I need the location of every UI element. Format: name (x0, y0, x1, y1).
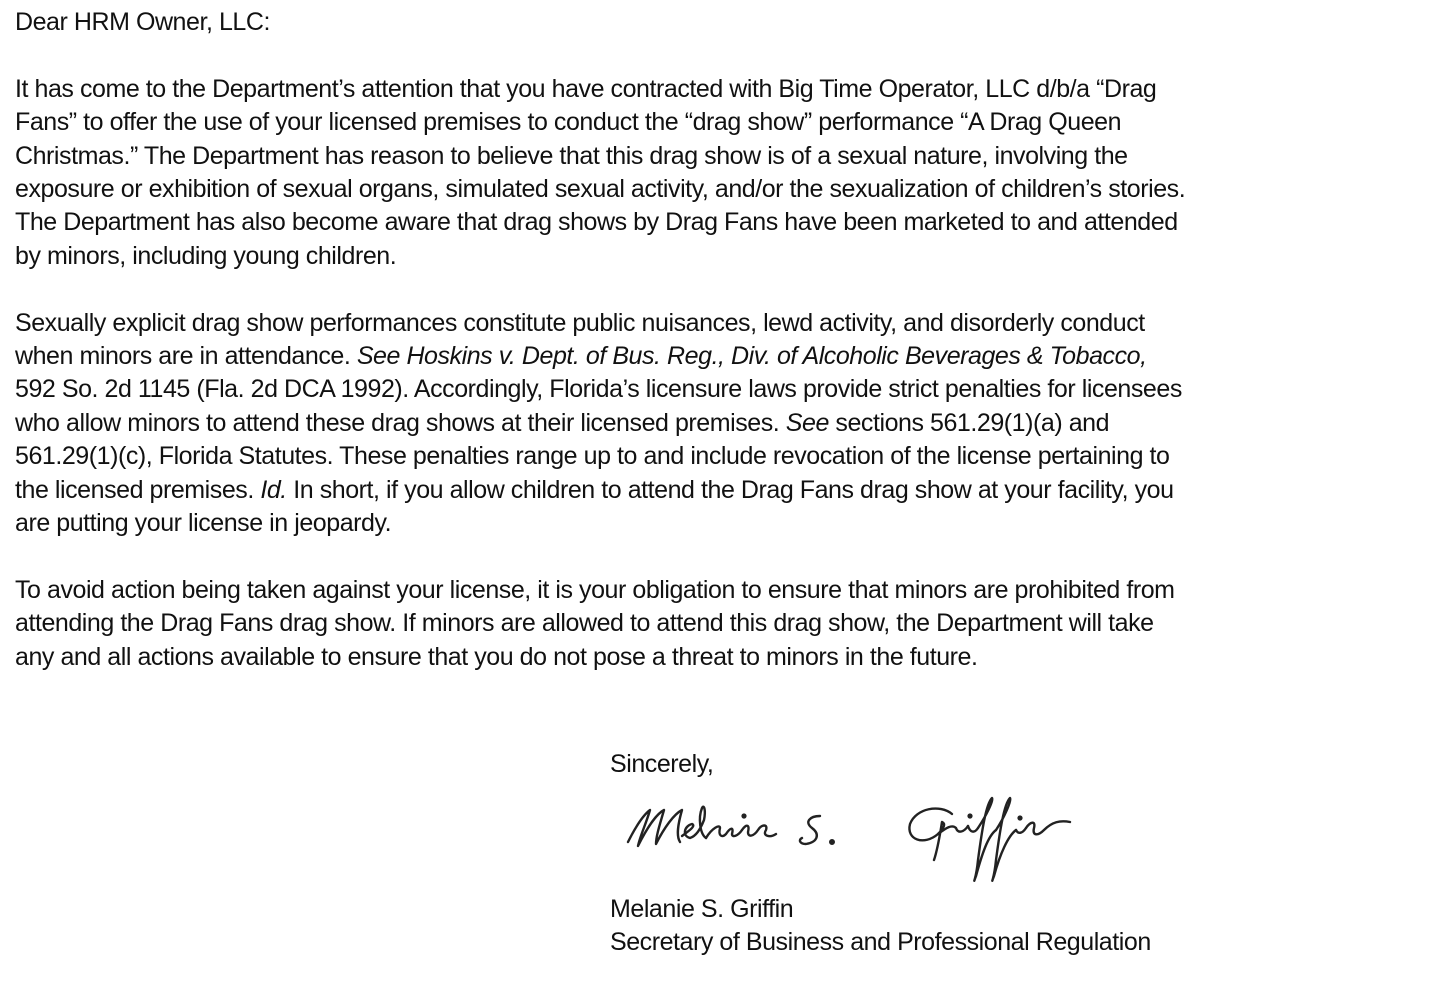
signer-name: Melanie S. Griffin (610, 895, 794, 923)
paragraph-3-line-1: To avoid action being taken against your license, it is your obligation to ensure that minors are prohibited from (15, 575, 1175, 604)
paragraph-1-line-1: It has come to the Department’s attention that you have contracted with Big Time Operator, LLC d/b/a “Drag (15, 74, 1157, 103)
letter-body (15, 6, 1445, 707)
paragraph-3 (15, 574, 1445, 674)
paragraph-3-line-2: attending the Drag Fans drag show. If minors are allowed to attend this drag show, the Department will take (15, 609, 1154, 638)
paragraph-1-line-6: by minors, including young children. (15, 241, 397, 270)
paragraph-1-line-2: Fans” to offer the use of your licensed premises to conduct the “drag show” performance “A Drag Queen (15, 108, 1122, 137)
signer-title: Secretary of Business and Professional Regulation (610, 928, 1151, 957)
paragraph-2-line-2 (15, 340, 1445, 373)
paragraph-2-line-6 (15, 474, 1445, 507)
paragraph-3-line-3: any and all actions available to ensure that you do not pose a threat to minors in the future. (15, 642, 978, 671)
paragraph-2-line-1: Sexually explicit drag show performances constitute public nuisances, lewd activity, and disorderly conduct (15, 308, 1145, 337)
paragraph-2 (15, 307, 1445, 541)
paragraph-1-line-3: Christmas.” The Department has reason to believe that this drag show is of a sexual nature, involving the (15, 141, 1128, 170)
paragraph-2-line-4-statute: sections 561.29(1)(a) and (828, 408, 1110, 437)
signer-block (610, 893, 1151, 960)
paragraph-2-line-6-rest: In short, if you allow children to attend the Drag Fans drag show at your facility, you (286, 475, 1174, 504)
handwritten-signature (620, 790, 1140, 895)
see-signal: See (785, 408, 829, 437)
closing: Sincerely, (610, 750, 714, 778)
paragraph-2-line-4-text: who allow minors to attend these drag shows at their licensed premises. (15, 408, 786, 437)
paragraph-2-line-4 (15, 407, 1445, 440)
case-citation: See Hoskins v. Dept. of Bus. Reg., Div. of Alcoholic Beverages & Tobacco, (356, 342, 1147, 371)
paragraph-2-line-3: 592 So. 2d 1145 (Fla. 2d DCA 1992). Accordingly, Florida’s licensure laws provide strict penalties for licensees (15, 375, 1182, 404)
id-signal: Id. (260, 475, 287, 504)
paragraph-1 (15, 73, 1445, 273)
paragraph-1-line-4: exposure or exhibition of sexual organs, simulated sexual activity, and/or the sexualization of children’s stories. (15, 175, 1186, 204)
paragraph-1-line-5: The Department has also become aware that drag shows by Drag Fans have been marketed to and attended (15, 208, 1178, 237)
salutation: Dear HRM Owner, LLC: (15, 8, 270, 36)
paragraph-2-line-5: 561.29(1)(c), Florida Statutes. These penalties range up to and include revocation of the license pertaining to (15, 442, 1170, 471)
paragraph-2-line-7: are putting your license in jeopardy. (15, 509, 392, 538)
paragraph-2-line-2-text: when minors are in attendance. (15, 342, 357, 371)
paragraph-2-line-6-text: the licensed premises. (15, 475, 261, 504)
